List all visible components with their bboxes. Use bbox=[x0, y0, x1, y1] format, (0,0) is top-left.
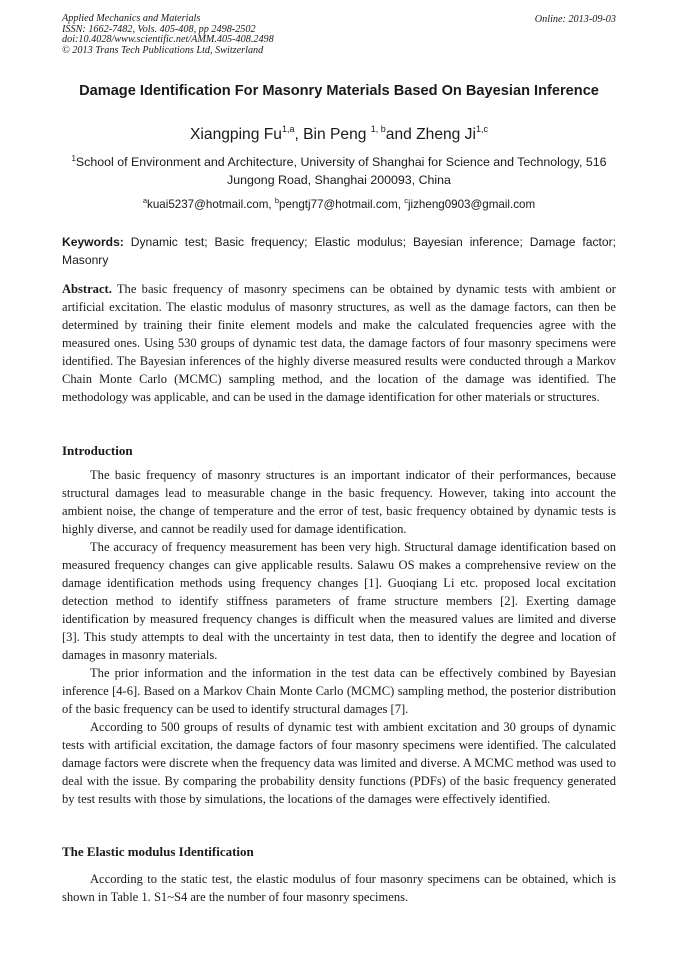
email-link[interactable]: jizheng0903@gmail.com bbox=[407, 197, 536, 211]
section-heading-introduction: Introduction bbox=[62, 443, 133, 458]
section-heading-elastic-modulus: The Elastic modulus Identification bbox=[62, 844, 254, 859]
issn-line: ISSN: 1662-7482, Vols. 405-408, pp 2498-2502 bbox=[62, 23, 256, 35]
email-list bbox=[62, 193, 616, 213]
paragraph: The basic frequency of masonry structures is an important indicator of their performances, because structural damages lead to measurable change in the basic frequency. However, taking into account the ambient noise, the change of temperature and the error of test, basic frequency obtained by dynamic tests is highly diverse, and cannot be readily used for damage identification. bbox=[62, 468, 616, 536]
author-name: Xiangping Fu bbox=[190, 126, 282, 144]
affiliation-line: School of Environment and Architecture, University of Shanghai for Science and Technology, 516 bbox=[75, 155, 607, 170]
email-mark: c bbox=[404, 196, 408, 205]
keywords-text: Dynamic test; Basic frequency; Elastic modulus; Bayesian inference; Damage factor; Masonry bbox=[62, 235, 616, 267]
keywords bbox=[62, 233, 616, 269]
introduction-body bbox=[62, 466, 616, 808]
email-link[interactable]: kuai5237@hotmail.com bbox=[147, 197, 269, 211]
keywords-label: Keywords: bbox=[62, 235, 124, 249]
author-affiliation-mark: 1,a bbox=[281, 124, 295, 134]
affiliation-mark: 1 bbox=[71, 154, 76, 163]
paragraph: The prior information and the information in the test data can be effectively combined by Bayesian inference [4-6]. Based on a Markov Chain Monte Carlo (MCMC) sampling method, the posterior distribution of the basic frequency can be used to identify structural damages [7]. bbox=[62, 666, 616, 716]
email-mark: b bbox=[274, 196, 279, 205]
email-link[interactable]: pengtj77@hotmail.com bbox=[279, 197, 398, 211]
email-mark: a bbox=[142, 196, 148, 205]
journal-name: Applied Mechanics and Materials bbox=[62, 13, 201, 24]
paragraph: According to the static test, the elastic modulus of four masonry specimens can be obtained, which is shown in Table 1. S1~S4 are the number of four masonry specimens. bbox=[62, 872, 616, 904]
author-name: Zheng Ji bbox=[416, 126, 476, 144]
author-list bbox=[62, 120, 616, 145]
author-separator: , bbox=[294, 126, 304, 144]
online-date: Online: 2013-09-03 bbox=[534, 14, 616, 25]
email-separator: , bbox=[268, 197, 275, 211]
abstract bbox=[62, 280, 616, 406]
email-separator: , bbox=[397, 197, 405, 211]
paragraph: According to 500 groups of results of dynamic test with ambient excitation and 30 groups of dynamic tests with artificial excitation, the damage factors of four masonry specimens were identified. The calculated damage factors were discrete when the frequency data was limited and diverse. A MCMC method was used to deal with the issue. By comparing the probability density functions (PDFs) of the basic frequency generated by test results with those by simulations, the locations of the damages were effectively identified. bbox=[62, 720, 616, 806]
paragraph: The accuracy of frequency measurement has been very high. Structural damage identification based on measured frequency changes can give applicable results. Salawu OS makes a comprehensive review on the damage identification methods using frequency changes [1]. Guoqiang Li etc. proposed local excitation detection method to identify stiffness parameters of frame structure members [2]. Exerting damage identification by measured frequency changes is difficult when the measured values are limited and diverse [3]. This study attempts to deal with the uncertainty in test data, then to identify the degree and location of damages in masonry materials. bbox=[62, 540, 616, 662]
affiliation bbox=[62, 150, 616, 189]
paper-title: Damage Identification For Masonry Materials Based On Bayesian Inference bbox=[79, 83, 599, 99]
author-affiliation-mark: 1, b bbox=[370, 124, 386, 134]
author-affiliation-mark: 1,c bbox=[475, 124, 488, 134]
abstract-label: Abstract. bbox=[62, 282, 112, 296]
doi-line: doi:10.4028/www.scientific.net/AMM.405-408.2498 bbox=[62, 34, 274, 46]
journal-header bbox=[62, 14, 274, 56]
elastic-modulus-body bbox=[62, 870, 616, 906]
abstract-text: The basic frequency of masonry specimens can be obtained by dynamic tests with ambient or artificial excitation. The elastic modulus of masonry structures, as well as the damage factors, can then be determined by training their finite element models and make the calculated frequencies agree with the measured ones. Using 530 groups of dynamic test data, the damage factors of four masonry specimens were identified. The Bayesian inferences of the highly diverse measured results were conducted through a Markov Chain Monte Carlo (MCMC) sampling method, and the location of the damage was identified. The methodology was applicable, and can be used in the damage identification for other materials or structures. bbox=[62, 282, 616, 404]
author-name: Bin Peng bbox=[303, 126, 371, 144]
author-separator: and bbox=[385, 126, 417, 144]
affiliation-line: Jungong Road, Shanghai 200093, China bbox=[227, 173, 451, 188]
copyright-line: © 2013 Trans Tech Publications Ltd, Switzerland bbox=[62, 44, 264, 56]
